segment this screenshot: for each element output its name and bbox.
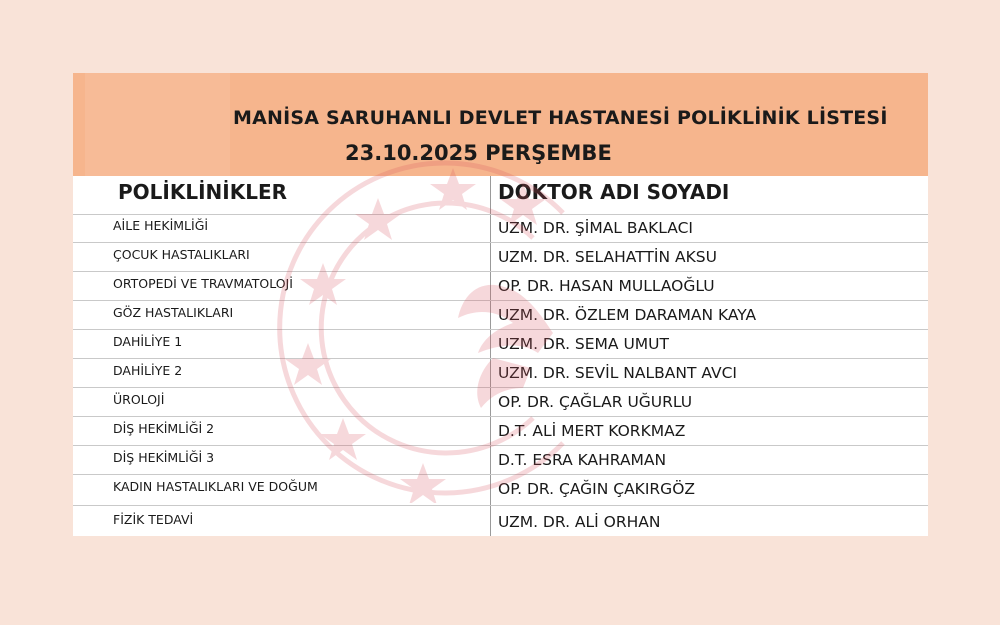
doctor-name: UZM. DR. SEVİL NALBANT AVCI: [498, 364, 737, 382]
list-date: 23.10.2025 PERŞEMBE: [345, 141, 612, 165]
table-header-row: [73, 176, 928, 215]
table-row: [73, 243, 928, 272]
doctor-name: UZM. DR. SEMA UMUT: [498, 335, 669, 353]
clinic-name: ORTOPEDİ VE TRAVMATOLOJİ: [113, 276, 293, 291]
doctor-name: UZM. DR. ŞİMAL BAKLACI: [498, 219, 693, 237]
clinic-name: DİŞ HEKİMLİĞİ 3: [113, 450, 215, 465]
doctor-name: UZM. DR. SELAHATTİN AKSU: [498, 248, 717, 266]
clinic-name: DAHİLİYE 1: [113, 334, 183, 349]
table-row: [73, 330, 928, 359]
clinic-table: [73, 176, 928, 536]
clinic-name: DİŞ HEKİMLİĞİ 2: [113, 421, 215, 436]
clinic-name: ÜROLOJİ: [113, 392, 165, 407]
table-row: [73, 446, 928, 475]
doctor-name: OP. DR. ÇAĞIN ÇAKIRGÖZ: [498, 480, 696, 498]
table-row: [73, 475, 928, 506]
doctor-name: OP. DR. ÇAĞLAR UĞURLU: [498, 393, 693, 411]
clinic-name: DAHİLİYE 2: [113, 363, 183, 378]
clinic-name: KADIN HASTALIKLARI VE DOĞUM: [113, 479, 318, 494]
doctor-name: UZM. DR. ÖZLEM DARAMAN KAYA: [498, 306, 757, 324]
doctor-name: OP. DR. HASAN MULLAOĞLU: [498, 277, 715, 295]
doctor-name: D.T. ALİ MERT KORKMAZ: [498, 422, 686, 440]
column-header-clinics: POLİKLİNİKLER: [118, 180, 288, 204]
doctor-name: UZM. DR. ALİ ORHAN: [498, 513, 661, 531]
clinic-name: GÖZ HASTALIKLARI: [113, 305, 234, 320]
clinic-name: FİZİK TEDAVİ: [113, 512, 194, 527]
table-row: [73, 301, 928, 330]
clinic-name: ÇOCUK HASTALIKLARI: [113, 247, 250, 262]
header-band: [73, 73, 928, 176]
header-highlight: [85, 73, 230, 176]
table-row: [73, 214, 928, 243]
table-row: [73, 506, 928, 536]
table-row: [73, 272, 928, 301]
doctor-name: D.T. ESRA KAHRAMAN: [498, 451, 667, 469]
page-title: MANİSA SARUHANLI DEVLET HASTANESİ POLİKLİNİK LİSTESİ: [233, 107, 888, 129]
table-row: [73, 388, 928, 417]
table-row: [73, 417, 928, 446]
column-header-doctor: DOKTOR ADI SOYADI: [498, 180, 730, 204]
table-row: [73, 359, 928, 388]
clinic-list-sheet: [73, 73, 928, 536]
clinic-name: AİLE HEKİMLİĞİ: [113, 218, 209, 233]
